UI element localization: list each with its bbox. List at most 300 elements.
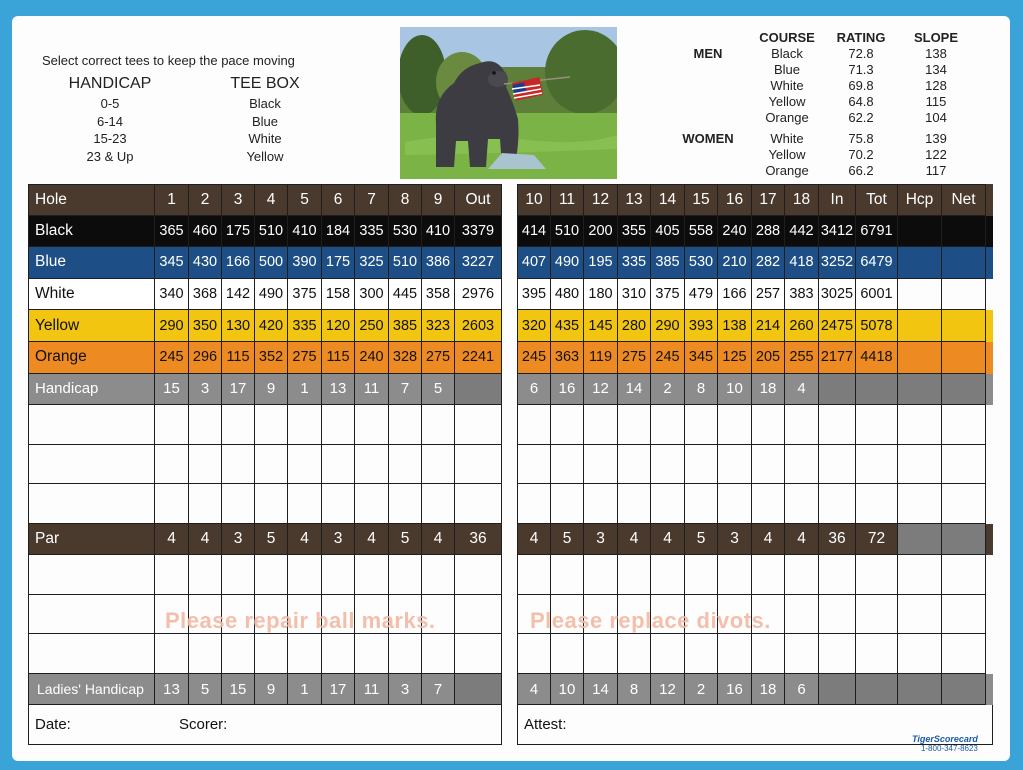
score-cell[interactable] bbox=[255, 634, 288, 674]
hole-number[interactable]: Net bbox=[942, 184, 986, 216]
scorecard-row-blank bbox=[28, 555, 502, 595]
white-value: 340 bbox=[155, 279, 189, 311]
ladies-value: 7 bbox=[422, 674, 455, 706]
rating-course: White bbox=[770, 131, 804, 146]
score-cell[interactable] bbox=[618, 445, 651, 485]
blue-value: 282 bbox=[752, 247, 785, 279]
score-cell[interactable] bbox=[718, 484, 752, 524]
score-cell[interactable] bbox=[651, 555, 685, 595]
score-cell[interactable] bbox=[255, 484, 288, 524]
scorecard-row-handicap bbox=[517, 374, 993, 406]
score-cell[interactable] bbox=[155, 555, 189, 595]
score-cell[interactable] bbox=[551, 445, 584, 485]
score-cell[interactable] bbox=[584, 484, 618, 524]
white-value: 358 bbox=[422, 279, 455, 311]
row-label: White bbox=[28, 279, 155, 311]
row-label: Black bbox=[28, 216, 155, 248]
row-label: Orange bbox=[28, 342, 155, 374]
score-cell[interactable] bbox=[685, 405, 718, 445]
row-label[interactable] bbox=[28, 445, 155, 485]
rating-course: Blue bbox=[773, 62, 801, 77]
score-cell[interactable] bbox=[856, 595, 898, 635]
score-cell[interactable] bbox=[155, 405, 189, 445]
score-cell[interactable] bbox=[752, 484, 785, 524]
men-label: MEN bbox=[693, 46, 723, 61]
yellow-value: 138 bbox=[718, 310, 752, 342]
score-cell[interactable] bbox=[355, 405, 389, 445]
score-cell[interactable] bbox=[618, 634, 651, 674]
blue-value: 407 bbox=[517, 247, 551, 279]
row-label[interactable] bbox=[28, 484, 155, 524]
blue-value[interactable] bbox=[898, 247, 942, 279]
score-cell[interactable] bbox=[189, 555, 222, 595]
replace-divots-notice: Please replace divots. bbox=[530, 608, 771, 633]
par-value: 4 bbox=[618, 524, 651, 556]
white-value: 2976 bbox=[455, 279, 502, 311]
score-cell[interactable] bbox=[389, 484, 422, 524]
scorer-field[interactable] bbox=[173, 705, 502, 745]
score-cell[interactable] bbox=[785, 634, 819, 674]
score-cell[interactable] bbox=[856, 445, 898, 485]
row-label: Hole bbox=[28, 184, 155, 216]
handicap-column bbox=[60, 75, 160, 165]
score-cell[interactable] bbox=[222, 445, 255, 485]
score-cell[interactable] bbox=[189, 405, 222, 445]
scorecard-row-blue bbox=[28, 247, 502, 279]
score-cell[interactable] bbox=[322, 445, 355, 485]
hole-number: 1 bbox=[155, 184, 189, 216]
white-value[interactable] bbox=[898, 279, 942, 311]
rating-course: White bbox=[770, 78, 804, 93]
hole-number[interactable]: Hcp bbox=[898, 184, 942, 216]
score-cell[interactable] bbox=[455, 405, 502, 445]
blue-value: 3227 bbox=[455, 247, 502, 279]
score-cell[interactable] bbox=[718, 634, 752, 674]
score-cell[interactable] bbox=[819, 555, 856, 595]
scorecard-row-blue bbox=[517, 247, 993, 279]
score-cell[interactable] bbox=[819, 445, 856, 485]
scorecard-row-handicap bbox=[28, 374, 502, 406]
yellow-value: 335 bbox=[288, 310, 322, 342]
score-cell[interactable] bbox=[942, 405, 986, 445]
score-cell[interactable] bbox=[898, 405, 942, 445]
score-cell[interactable] bbox=[222, 484, 255, 524]
ladies-value: 12 bbox=[651, 674, 685, 706]
score-cell[interactable] bbox=[389, 555, 422, 595]
yellow-value[interactable] bbox=[942, 310, 986, 342]
blue-value: 166 bbox=[222, 247, 255, 279]
hole-number: 18 bbox=[785, 184, 819, 216]
score-cell[interactable] bbox=[355, 484, 389, 524]
score-cell[interactable] bbox=[718, 405, 752, 445]
course-ratings bbox=[675, 30, 995, 179]
signature-row bbox=[28, 705, 502, 745]
score-cell[interactable] bbox=[517, 484, 551, 524]
score-cell[interactable] bbox=[355, 555, 389, 595]
scorecard-row-blank bbox=[28, 634, 502, 674]
score-cell[interactable] bbox=[584, 405, 618, 445]
white-value: 257 bbox=[752, 279, 785, 311]
handicap-value: 9 bbox=[255, 374, 288, 406]
score-cell[interactable] bbox=[618, 555, 651, 595]
handicap-value: 17 bbox=[222, 374, 255, 406]
score-cell[interactable] bbox=[517, 634, 551, 674]
score-cell[interactable] bbox=[819, 595, 856, 635]
score-cell[interactable] bbox=[517, 405, 551, 445]
score-cell[interactable] bbox=[255, 445, 288, 485]
scorecard-row-yellow bbox=[517, 310, 993, 342]
score-cell[interactable] bbox=[685, 445, 718, 485]
repair-ball-marks-notice: Please repair ball marks. bbox=[165, 608, 436, 633]
rating-row bbox=[675, 46, 995, 62]
score-cell[interactable] bbox=[584, 634, 618, 674]
score-cell[interactable] bbox=[819, 405, 856, 445]
score-cell[interactable] bbox=[288, 445, 322, 485]
score-cell[interactable] bbox=[551, 484, 584, 524]
date-field[interactable] bbox=[28, 705, 173, 745]
yellow-value[interactable] bbox=[898, 310, 942, 342]
score-cell[interactable] bbox=[551, 634, 584, 674]
rating-value: 71.3 bbox=[848, 62, 874, 77]
yellow-value: 350 bbox=[189, 310, 222, 342]
scorecard-row-black bbox=[517, 216, 993, 248]
score-cell[interactable] bbox=[288, 484, 322, 524]
par-value: 4 bbox=[785, 524, 819, 556]
par-value: 4 bbox=[517, 524, 551, 556]
score-cell[interactable] bbox=[422, 405, 455, 445]
orange-value: 2241 bbox=[455, 342, 502, 374]
score-cell[interactable] bbox=[322, 634, 355, 674]
score-cell[interactable] bbox=[856, 484, 898, 524]
score-cell[interactable] bbox=[685, 634, 718, 674]
orange-value: 275 bbox=[422, 342, 455, 374]
orange-value: 345 bbox=[685, 342, 718, 374]
score-cell[interactable] bbox=[189, 484, 222, 524]
orange-value: 275 bbox=[618, 342, 651, 374]
par-value: 4 bbox=[288, 524, 322, 556]
score-cell[interactable] bbox=[322, 555, 355, 595]
hole-number: 3 bbox=[222, 184, 255, 216]
score-cell[interactable] bbox=[785, 484, 819, 524]
score-cell[interactable] bbox=[455, 484, 502, 524]
handicap-heading: HANDICAP bbox=[68, 75, 152, 92]
hole-number: 8 bbox=[389, 184, 422, 216]
score-cell[interactable] bbox=[255, 555, 288, 595]
score-cell[interactable] bbox=[288, 405, 322, 445]
score-cell[interactable] bbox=[718, 445, 752, 485]
score-cell[interactable] bbox=[898, 555, 942, 595]
row-label: Par bbox=[28, 524, 155, 556]
orange-value: 115 bbox=[322, 342, 355, 374]
score-cell[interactable] bbox=[819, 634, 856, 674]
black-value: 530 bbox=[389, 216, 422, 248]
black-value: 335 bbox=[355, 216, 389, 248]
score-cell[interactable] bbox=[455, 595, 502, 635]
white-value: 166 bbox=[718, 279, 752, 311]
score-cell[interactable] bbox=[942, 555, 986, 595]
orange-value: 245 bbox=[155, 342, 189, 374]
score-cell[interactable] bbox=[455, 634, 502, 674]
slope-value: 117 bbox=[925, 163, 947, 178]
black-value: 414 bbox=[517, 216, 551, 248]
yellow-value: 393 bbox=[685, 310, 718, 342]
score-cell[interactable] bbox=[422, 484, 455, 524]
score-cell[interactable] bbox=[942, 595, 986, 635]
black-value: 405 bbox=[651, 216, 685, 248]
score-cell[interactable] bbox=[942, 445, 986, 485]
black-value: 200 bbox=[584, 216, 618, 248]
scorecard-row-ladies bbox=[517, 674, 993, 706]
score-cell[interactable] bbox=[651, 445, 685, 485]
score-cell[interactable] bbox=[651, 484, 685, 524]
par-value: 4 bbox=[355, 524, 389, 556]
score-cell[interactable] bbox=[422, 445, 455, 485]
yellow-value: 214 bbox=[752, 310, 785, 342]
score-cell[interactable] bbox=[785, 405, 819, 445]
yellow-value: 2603 bbox=[455, 310, 502, 342]
score-cell[interactable] bbox=[584, 445, 618, 485]
black-value: 355 bbox=[618, 216, 651, 248]
score-cell[interactable] bbox=[785, 445, 819, 485]
score-cell[interactable] bbox=[618, 405, 651, 445]
score-cell[interactable] bbox=[685, 484, 718, 524]
scorecard-row-yellow bbox=[28, 310, 502, 342]
score-cell[interactable] bbox=[898, 595, 942, 635]
white-value: 3025 bbox=[819, 279, 856, 311]
score-cell[interactable] bbox=[785, 555, 819, 595]
score-cell[interactable] bbox=[422, 555, 455, 595]
score-cell[interactable] bbox=[222, 405, 255, 445]
score-cell[interactable] bbox=[752, 634, 785, 674]
row-label[interactable] bbox=[28, 595, 155, 635]
par-value: 36 bbox=[455, 524, 502, 556]
score-cell[interactable] bbox=[255, 405, 288, 445]
black-value: 175 bbox=[222, 216, 255, 248]
white-value: 480 bbox=[551, 279, 584, 311]
rating-course: Orange bbox=[765, 163, 809, 178]
white-value[interactable] bbox=[942, 279, 986, 311]
yellow-value: 280 bbox=[618, 310, 651, 342]
scorecard-row-white bbox=[517, 279, 993, 311]
score-cell[interactable] bbox=[651, 405, 685, 445]
attest-label: Attest: bbox=[524, 716, 567, 734]
teebox-column bbox=[215, 75, 315, 165]
brand-phone: 1-800-347-8623 bbox=[920, 744, 978, 753]
par-value: 4 bbox=[651, 524, 685, 556]
score-cell[interactable] bbox=[389, 445, 422, 485]
hole-number: 6 bbox=[322, 184, 355, 216]
score-cell[interactable] bbox=[618, 484, 651, 524]
scorecard-row-blank bbox=[28, 484, 502, 524]
handicap-range: 0-5 bbox=[100, 96, 120, 111]
hole-number: 7 bbox=[355, 184, 389, 216]
hole-number: 17 bbox=[752, 184, 785, 216]
orange-value[interactable] bbox=[898, 342, 942, 374]
black-value: 558 bbox=[685, 216, 718, 248]
teebox-name: Black bbox=[249, 96, 281, 111]
handicap-value: 5 bbox=[422, 374, 455, 406]
score-cell[interactable] bbox=[355, 445, 389, 485]
score-cell[interactable] bbox=[685, 555, 718, 595]
orange-value: 255 bbox=[785, 342, 819, 374]
rating-value: 72.8 bbox=[848, 46, 874, 61]
score-cell[interactable] bbox=[551, 555, 584, 595]
handicap-value: 16 bbox=[551, 374, 584, 406]
score-cell[interactable] bbox=[942, 484, 986, 524]
ratings-header bbox=[675, 30, 995, 46]
score-cell[interactable] bbox=[898, 634, 942, 674]
yellow-value: 120 bbox=[322, 310, 355, 342]
date-label: Date: bbox=[35, 716, 71, 734]
score-cell[interactable] bbox=[389, 634, 422, 674]
row-label: Blue bbox=[28, 247, 155, 279]
scorecard-row-hole bbox=[517, 184, 993, 216]
blue-value: 500 bbox=[255, 247, 288, 279]
bear-statue-photo bbox=[400, 27, 617, 179]
ladies-value bbox=[856, 674, 898, 706]
scorecard-row-blank bbox=[517, 634, 993, 674]
yellow-value: 290 bbox=[651, 310, 685, 342]
score-cell[interactable] bbox=[322, 484, 355, 524]
score-cell[interactable] bbox=[155, 484, 189, 524]
row-label[interactable] bbox=[28, 555, 155, 595]
score-cell[interactable] bbox=[856, 555, 898, 595]
hole-number: 16 bbox=[718, 184, 752, 216]
scorecard-row-blank bbox=[517, 484, 993, 524]
white-value: 375 bbox=[288, 279, 322, 311]
hole-number: 14 bbox=[651, 184, 685, 216]
handicap-value: 13 bbox=[322, 374, 355, 406]
handicap-value[interactable] bbox=[898, 374, 942, 406]
score-cell[interactable] bbox=[517, 445, 551, 485]
hole-number: 13 bbox=[618, 184, 651, 216]
score-cell[interactable] bbox=[389, 405, 422, 445]
white-value: 490 bbox=[255, 279, 288, 311]
blue-value: 390 bbox=[288, 247, 322, 279]
rating-value: 70.2 bbox=[848, 147, 874, 162]
blue-value: 386 bbox=[422, 247, 455, 279]
hole-number: 4 bbox=[255, 184, 288, 216]
handicap-value: 1 bbox=[288, 374, 322, 406]
orange-value: 352 bbox=[255, 342, 288, 374]
score-cell[interactable] bbox=[898, 484, 942, 524]
row-label: Ladies' Handicap bbox=[28, 674, 155, 706]
score-cell[interactable] bbox=[942, 634, 986, 674]
scorecard-row-orange bbox=[28, 342, 502, 374]
score-cell[interactable] bbox=[785, 595, 819, 635]
score-cell[interactable] bbox=[222, 555, 255, 595]
blue-value: 3252 bbox=[819, 247, 856, 279]
score-cell[interactable] bbox=[551, 405, 584, 445]
black-value: 410 bbox=[288, 216, 322, 248]
score-cell[interactable] bbox=[155, 634, 189, 674]
blue-value: 385 bbox=[651, 247, 685, 279]
score-cell[interactable] bbox=[517, 555, 551, 595]
score-cell[interactable] bbox=[752, 555, 785, 595]
score-cell[interactable] bbox=[856, 634, 898, 674]
slope-value: 138 bbox=[925, 46, 947, 61]
orange-value[interactable] bbox=[942, 342, 986, 374]
yellow-value: 420 bbox=[255, 310, 288, 342]
ladies-value: 10 bbox=[551, 674, 584, 706]
par-value: 3 bbox=[718, 524, 752, 556]
ladies-value: 18 bbox=[752, 674, 785, 706]
black-value[interactable] bbox=[898, 216, 942, 248]
score-cell[interactable] bbox=[322, 405, 355, 445]
orange-value: 125 bbox=[718, 342, 752, 374]
score-cell[interactable] bbox=[819, 484, 856, 524]
ladies-value[interactable] bbox=[898, 674, 942, 706]
white-value: 368 bbox=[189, 279, 222, 311]
rating-row bbox=[675, 163, 995, 179]
ladies-value[interactable] bbox=[942, 674, 986, 706]
blue-value: 210 bbox=[718, 247, 752, 279]
score-cell[interactable] bbox=[898, 445, 942, 485]
score-cell[interactable] bbox=[189, 445, 222, 485]
scorecard-row-ladies bbox=[28, 674, 502, 706]
par-value: 3 bbox=[222, 524, 255, 556]
par-value: 5 bbox=[255, 524, 288, 556]
score-cell[interactable] bbox=[422, 634, 455, 674]
yellow-value: 250 bbox=[355, 310, 389, 342]
score-cell[interactable] bbox=[288, 634, 322, 674]
slope-header: SLOPE bbox=[913, 30, 959, 45]
score-cell[interactable] bbox=[355, 634, 389, 674]
front-nine-table bbox=[28, 184, 502, 745]
rating-row bbox=[675, 147, 995, 163]
orange-value: 240 bbox=[355, 342, 389, 374]
brand-logo bbox=[912, 734, 978, 753]
par-value: 72 bbox=[856, 524, 898, 556]
par-value[interactable] bbox=[898, 524, 942, 556]
row-label: Handicap bbox=[28, 374, 155, 406]
score-cell[interactable] bbox=[651, 634, 685, 674]
handicap-value: 2 bbox=[651, 374, 685, 406]
row-label[interactable] bbox=[28, 405, 155, 445]
black-value[interactable] bbox=[942, 216, 986, 248]
teebox-name: White bbox=[248, 131, 282, 146]
blue-value[interactable] bbox=[942, 247, 986, 279]
score-cell[interactable] bbox=[718, 555, 752, 595]
par-value[interactable] bbox=[942, 524, 986, 556]
ladies-value: 1 bbox=[288, 674, 322, 706]
handicap-value: 8 bbox=[685, 374, 718, 406]
handicap-value: 15 bbox=[155, 374, 189, 406]
orange-value: 245 bbox=[517, 342, 551, 374]
score-cell[interactable] bbox=[455, 445, 502, 485]
score-cell[interactable] bbox=[155, 445, 189, 485]
hole-number: 5 bbox=[288, 184, 322, 216]
black-value: 460 bbox=[189, 216, 222, 248]
row-label[interactable] bbox=[28, 634, 155, 674]
teebox-name: Yellow bbox=[246, 148, 284, 164]
score-cell[interactable] bbox=[288, 555, 322, 595]
black-value: 6791 bbox=[856, 216, 898, 248]
slope-value: 122 bbox=[925, 147, 947, 162]
score-cell[interactable] bbox=[752, 405, 785, 445]
score-cell[interactable] bbox=[455, 555, 502, 595]
score-cell[interactable] bbox=[584, 555, 618, 595]
par-value: 5 bbox=[389, 524, 422, 556]
handicap-value[interactable] bbox=[942, 374, 986, 406]
handicap-value bbox=[819, 374, 856, 406]
score-cell[interactable] bbox=[752, 445, 785, 485]
score-cell[interactable] bbox=[856, 405, 898, 445]
slope-value: 115 bbox=[925, 94, 947, 109]
score-cell[interactable] bbox=[189, 634, 222, 674]
score-cell[interactable] bbox=[222, 634, 255, 674]
slope-value: 104 bbox=[925, 110, 947, 125]
